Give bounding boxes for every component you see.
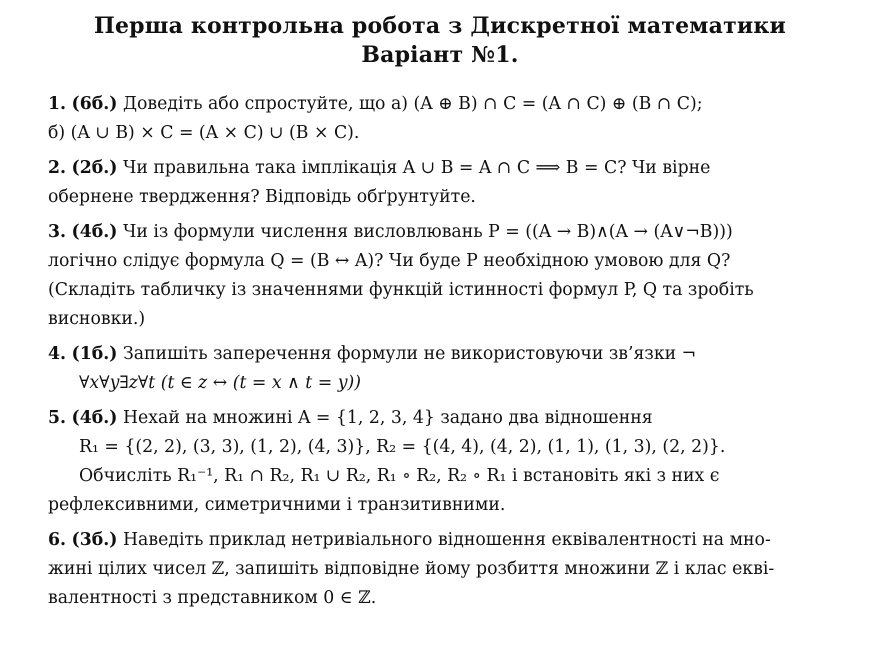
problem-list [48, 90, 832, 613]
problem-number: 3. [48, 222, 67, 242]
problem-text: Чи правильна така імплікація A ∪ B = A ∩ C ⟹ B = C? Чи вірне [122, 158, 711, 178]
problem-points: (6б.) [71, 94, 118, 114]
problem-number: 1. [48, 94, 67, 114]
problem-formula: ∀x∀y∃z∀t (t ∈ z ↔ (t = x ∧ t = y)) [79, 373, 361, 393]
problem-text: Нехай на множині A = {1, 2, 3, 4} задано два відношення [122, 408, 653, 428]
problem-number: 6. [48, 530, 67, 550]
problem-points: (1б.) [71, 344, 118, 364]
problem-points: (4б.) [71, 408, 118, 428]
problem-points: (3б.) [71, 530, 118, 550]
problem-points: (4б.) [71, 222, 118, 242]
problem-line: жині цілих чисел ℤ, запишіть відповідне йому розбиття множини ℤ і клас екві- [48, 559, 775, 579]
problem-line [48, 154, 832, 183]
problem-6 [48, 526, 832, 613]
problem-line: логічно слідує формула Q = (B ↔ A)? Чи буде P необхідною умовою для Q? [48, 251, 731, 271]
problem-line [48, 526, 832, 555]
title-line-2: Варіант №1. [361, 42, 519, 68]
problem-text: Запишіть заперечення формули не використовуючи зв’язки ¬ [122, 344, 697, 364]
problem-line: рефлексивними, симетричними і транзитивними. [48, 495, 506, 515]
problem-line: (Складіть табличку із значеннями функцій істинності формул P, Q та зробіть [48, 280, 754, 300]
problem-line: обернене твердження? Відповідь обґрунтуйте. [48, 187, 476, 207]
exam-title [48, 12, 832, 70]
problem-3 [48, 218, 832, 334]
problem-line: валентності з представником 0 ∈ ℤ. [48, 588, 377, 608]
problem-5 [48, 404, 832, 520]
problem-number: 2. [48, 158, 67, 178]
problem-line [48, 340, 832, 369]
problem-line [48, 218, 832, 247]
problem-text: Доведіть або спростуйте, що а) (A ⊕ B) ∩ C = (A ∩ C) ⊕ (B ∩ C); [122, 94, 703, 114]
problem-text: Чи із формули числення висловлювань P = ((A → B)∧(A → (A∨¬B))) [122, 222, 733, 242]
title-line-1: Перша контрольна робота з Дискретної математики [93, 13, 787, 39]
problem-line [48, 90, 832, 119]
problem-text: Наведіть приклад нетривіального відношення еквівалентності на мно- [122, 530, 771, 550]
problem-1 [48, 90, 832, 148]
problem-relations: R₁ = {(2, 2), (3, 3), (1, 2), (4, 3)}, R₂ = {(4, 4), (4, 2), (1, 1), (1, 3), (2, 2)}. [79, 437, 726, 457]
problem-points: (2б.) [71, 158, 118, 178]
problem-line: висновки.) [48, 309, 146, 329]
problem-2 [48, 154, 832, 212]
problem-line [48, 404, 832, 433]
problem-line: б) (A ∪ B) × C = (A × C) ∪ (B × C). [48, 123, 360, 143]
problem-number: 4. [48, 344, 67, 364]
problem-number: 5. [48, 408, 67, 428]
problem-line: Обчисліть R₁⁻¹, R₁ ∩ R₂, R₁ ∪ R₂, R₁ ∘ R₂, R₂ ∘ R₁ і встановіть які з них є [79, 466, 720, 486]
problem-4 [48, 340, 832, 398]
